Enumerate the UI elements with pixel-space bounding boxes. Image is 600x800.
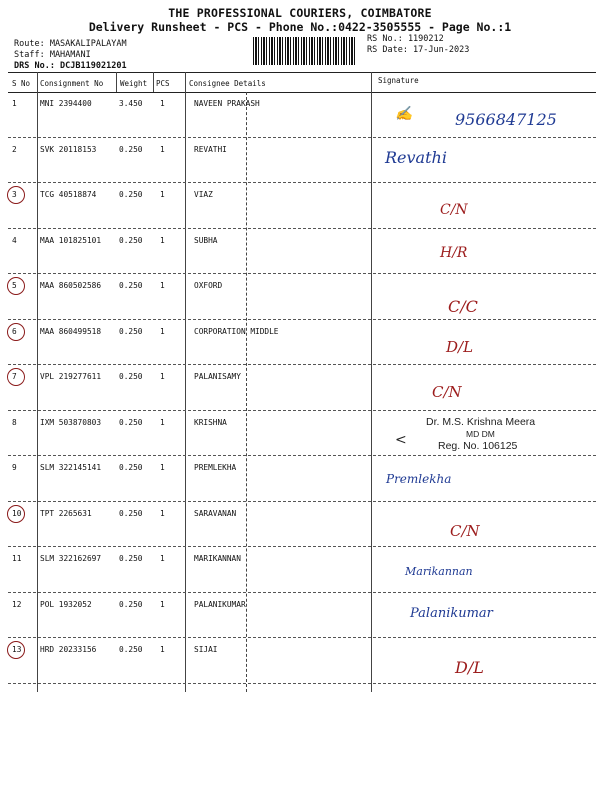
cell-pcs: 1 bbox=[160, 281, 165, 290]
cell-sno: 4 bbox=[12, 235, 17, 245]
col-divider bbox=[371, 72, 372, 692]
cell-sno: 11 bbox=[12, 554, 22, 563]
cell-sno: 5 bbox=[12, 281, 17, 290]
cell-consignee: SUBHA bbox=[194, 235, 218, 245]
cell-weight: 0.250 bbox=[119, 190, 143, 199]
cell-pcs: 1 bbox=[160, 235, 165, 245]
circled-number-mark bbox=[7, 186, 25, 204]
cell-consignment-no: IXM 503870803 bbox=[40, 417, 102, 427]
row-separator bbox=[8, 501, 596, 502]
signature-handwritten: Premlekha bbox=[386, 472, 452, 486]
cell-pcs: 1 bbox=[160, 417, 165, 427]
table-header-border bbox=[8, 92, 596, 93]
cell-consignee: PALANISAMY bbox=[194, 372, 241, 381]
col-header-consignment: Consignment No bbox=[40, 79, 104, 88]
cell-consignment-no: POL 1932052 bbox=[40, 599, 92, 609]
cell-weight: 0.250 bbox=[119, 372, 143, 381]
cell-pcs: 1 bbox=[160, 463, 165, 472]
row-separator bbox=[8, 546, 596, 547]
cell-consignment-no: TCG 40518874 bbox=[40, 190, 97, 199]
col-divider bbox=[153, 72, 154, 92]
row-separator bbox=[8, 137, 596, 138]
cell-sno: 10 bbox=[12, 508, 22, 518]
row-separator bbox=[8, 319, 596, 320]
cell-consignee: SIJAI bbox=[194, 645, 218, 654]
rs-date: RS Date: 17-Jun-2023 bbox=[367, 45, 470, 55]
signature-handwritten: C/N bbox=[432, 383, 462, 401]
signature-handwritten: D/L bbox=[446, 338, 474, 356]
signature-handwritten: C/N bbox=[440, 202, 468, 218]
cell-pcs: 1 bbox=[160, 190, 165, 199]
cell-sno: 7 bbox=[12, 372, 17, 381]
cell-consignee: PALANIKUMAR bbox=[194, 599, 246, 609]
col-header-sno: S No bbox=[12, 79, 31, 88]
cell-consignee: KRISHNA bbox=[194, 417, 227, 427]
cell-consignment-no: VPL 219277611 bbox=[40, 372, 102, 381]
cell-weight: 3.450 bbox=[119, 99, 143, 108]
col-header-weight: Weight bbox=[120, 79, 148, 88]
signature-handwritten: Palanikumar bbox=[410, 606, 493, 621]
signature-phone: 9566847125 bbox=[455, 110, 557, 129]
cell-consignment-no: TPT 2265631 bbox=[40, 508, 92, 518]
row-separator bbox=[8, 364, 596, 365]
cell-weight: 0.250 bbox=[119, 326, 143, 336]
cell-pcs: 1 bbox=[160, 554, 165, 563]
barcode bbox=[253, 37, 357, 65]
company-title: THE PROFESSIONAL COURIERS, COIMBATORE bbox=[168, 6, 432, 20]
cell-consignment-no: SLM 322162697 bbox=[40, 554, 102, 563]
cell-sno: 2 bbox=[12, 144, 17, 154]
signature-handwritten: H/R bbox=[440, 245, 468, 261]
drs-number: DRS No.: DCJB119021201 bbox=[14, 61, 127, 71]
cell-sno: 12 bbox=[12, 599, 22, 609]
cell-weight: 0.250 bbox=[119, 508, 143, 518]
cell-consignment-no: SVK 20118153 bbox=[40, 144, 97, 154]
row-separator bbox=[8, 182, 596, 183]
row-separator bbox=[8, 592, 596, 593]
signature-scribble: < bbox=[395, 432, 407, 448]
cell-sno: 8 bbox=[12, 417, 17, 427]
cell-sno: 6 bbox=[12, 326, 17, 336]
cell-sno: 1 bbox=[12, 99, 17, 108]
signature-handwritten: C/C bbox=[448, 297, 478, 316]
col-header-consignee: Consignee Details bbox=[189, 79, 266, 88]
cell-consignee: REVATHI bbox=[194, 144, 227, 154]
doctor-stamp-reg: Reg. No. 106125 bbox=[438, 440, 518, 452]
cell-consignee: SARAVANAN bbox=[194, 508, 237, 518]
circled-number-mark bbox=[7, 323, 25, 341]
doctor-stamp-degree: MD DM bbox=[466, 429, 495, 439]
signature-handwritten: C/N bbox=[450, 522, 480, 540]
col-header-pcs: PCS bbox=[156, 79, 170, 88]
runsheet-subtitle: Delivery Runsheet - PCS - Phone No.:0422-3505555 - Page No.:1 bbox=[88, 20, 512, 34]
row-separator bbox=[8, 410, 596, 411]
cell-pcs: 1 bbox=[160, 326, 165, 336]
row-separator bbox=[8, 273, 596, 274]
cell-weight: 0.250 bbox=[119, 281, 143, 290]
cell-pcs: 1 bbox=[160, 372, 165, 381]
cell-weight: 0.250 bbox=[119, 554, 143, 563]
col-divider bbox=[185, 72, 186, 692]
cell-consignee: OXFORD bbox=[194, 281, 223, 290]
cell-consignment-no: MAA 860499518 bbox=[40, 326, 102, 336]
cell-pcs: 1 bbox=[160, 508, 165, 518]
cell-weight: 0.250 bbox=[119, 417, 143, 427]
circled-number-mark bbox=[7, 505, 25, 523]
cell-sno: 9 bbox=[12, 463, 17, 472]
cell-weight: 0.250 bbox=[119, 144, 143, 154]
route-label: Route: MASAKALIPALAYAM bbox=[14, 39, 127, 49]
cell-pcs: 1 bbox=[160, 645, 165, 654]
cell-consignee: CORPORATION MIDDLE bbox=[194, 326, 279, 336]
doctor-stamp-name: Dr. M.S. Krishna Meera bbox=[426, 416, 536, 428]
signature-scribble: ✍ bbox=[395, 106, 413, 122]
signature-handwritten: Marikannan bbox=[405, 565, 473, 578]
cell-weight: 0.250 bbox=[119, 235, 143, 245]
cell-consignment-no: HRD 20233156 bbox=[40, 645, 97, 654]
row-separator bbox=[8, 683, 596, 684]
col-header-signature: Signature bbox=[378, 76, 419, 85]
circled-number-mark bbox=[7, 277, 25, 295]
col-divider bbox=[116, 72, 117, 92]
cell-consignment-no: SLM 322145141 bbox=[40, 463, 102, 472]
col-divider bbox=[37, 72, 38, 692]
cell-weight: 0.250 bbox=[119, 463, 143, 472]
signature-handwritten: D/L bbox=[455, 658, 484, 677]
cell-sno: 3 bbox=[12, 190, 17, 199]
row-separator bbox=[8, 455, 596, 456]
cell-pcs: 1 bbox=[160, 599, 165, 609]
circled-number-mark bbox=[7, 368, 25, 386]
cell-sno: 13 bbox=[12, 645, 22, 654]
circled-number-mark bbox=[7, 641, 25, 659]
staff-label: Staff: MAHAMANI bbox=[14, 50, 91, 60]
cell-consignment-no: MAA 101825101 bbox=[40, 235, 102, 245]
cell-consignment-no: MAA 860502586 bbox=[40, 281, 102, 290]
table-top-border bbox=[8, 72, 596, 73]
rs-number: RS No.: 1190212 bbox=[367, 34, 444, 44]
row-separator bbox=[8, 228, 596, 229]
cell-weight: 0.250 bbox=[119, 599, 143, 609]
cell-consignee: PREMLEKHA bbox=[194, 463, 237, 472]
signature-handwritten: Revathi bbox=[385, 148, 447, 167]
row-separator bbox=[8, 637, 596, 638]
cell-weight: 0.250 bbox=[119, 645, 143, 654]
cell-consignment-no: MNI 2394400 bbox=[40, 99, 92, 108]
cell-pcs: 1 bbox=[160, 144, 165, 154]
cell-consignee: NAVEEN PRAKASH bbox=[194, 99, 260, 108]
cell-consignee: VIAZ bbox=[194, 190, 213, 199]
cell-pcs: 1 bbox=[160, 99, 165, 108]
cell-consignee: MARIKANNAN bbox=[194, 554, 241, 563]
